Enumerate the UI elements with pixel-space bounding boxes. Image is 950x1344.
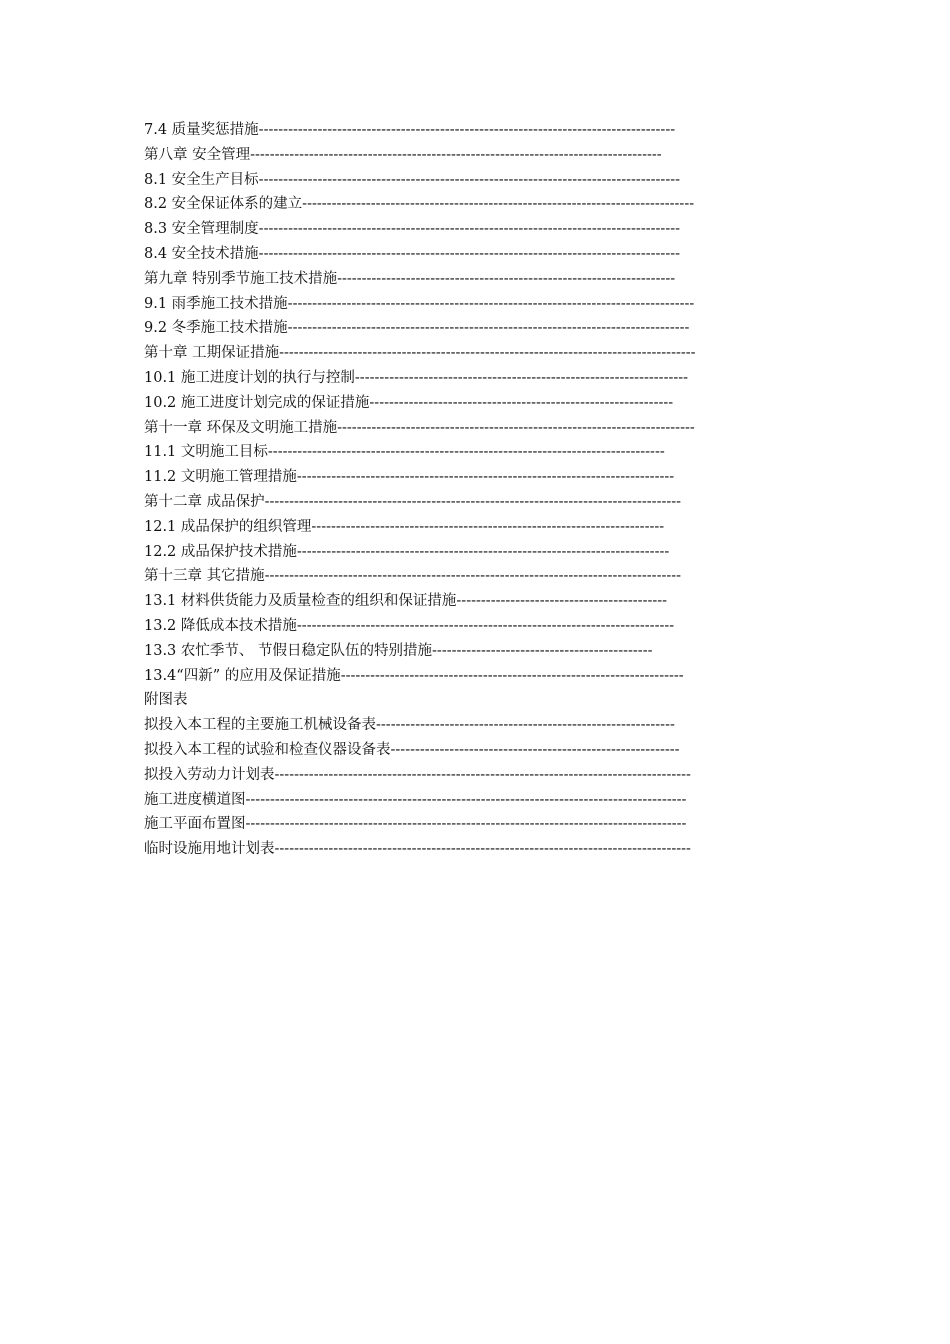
toc-line-7-4: [0, 118, 950, 143]
toc-leader-dashes: -------------------------------------------------------------------------------------: [274, 766, 691, 783]
toc-entry-title: 9.1 雨季施工技术措施: [144, 295, 288, 312]
toc-entry-title: 12.1 成品保护的组织管理: [144, 518, 312, 535]
toc-entry-title: 拟投入劳动力计划表: [144, 766, 275, 783]
toc-leader-dashes: --------------------------------------------------------------------------------------: [258, 221, 681, 238]
toc-line-appendix-labor: [0, 763, 950, 788]
toc-line-chapter-13: [0, 564, 950, 589]
toc-line-chapter-10: [0, 341, 950, 366]
toc-leader-dashes: ---------------------------------------------------------------------: [337, 270, 676, 287]
toc-entry-title: 附图表: [144, 692, 188, 709]
toc-line-13-4: [0, 664, 950, 689]
toc-entry-title: 11.2 文明施工管理措施: [144, 469, 297, 486]
toc-leader-dashes: --------------------------------------------------------------------: [354, 369, 689, 386]
toc-line-9-2: [0, 316, 950, 341]
toc-leader-dashes: -------------------------------------------------------------------------------------: [279, 345, 696, 362]
toc-line-11-1: [0, 440, 950, 465]
toc-leader-dashes: ------------------------------------------------------------------------------------------: [245, 816, 687, 833]
toc-entry-title: 临时设施用地计划表: [144, 841, 275, 858]
toc-line-9-1: [0, 292, 950, 317]
toc-entry-title: 施工平面布置图: [144, 816, 246, 833]
toc-leader-dashes: ----------------------------------------------------------------------------------: [287, 320, 690, 337]
toc-leader-dashes: -------------------------------------------------------------------------: [337, 419, 695, 436]
toc-leader-dashes: --------------------------------------------------------------------------------------: [258, 245, 681, 262]
toc-leader-dashes: -----------------------------------------------------------------------------------: [287, 295, 695, 312]
toc-line-8-4: [0, 242, 950, 267]
toc-leader-dashes: ----------------------------------------------------------------------------: [296, 543, 670, 560]
toc-entry-title: 8.1 安全生产目标: [144, 171, 259, 188]
toc-entry-title: 8.2 安全保证体系的建立: [144, 196, 303, 213]
toc-entry-title: 11.1 文明施工目标: [144, 444, 268, 461]
toc-leader-dashes: -------------------------------------------------------------------------------------: [274, 841, 691, 858]
toc-leader-dashes: ---------------------------------------------------------------------------------: [267, 444, 665, 461]
toc-leader-dashes: --------------------------------------------------------------: [369, 394, 674, 411]
toc-entry-title: 第八章 安全管理: [144, 146, 251, 163]
toc-line-8-1: [0, 168, 950, 193]
toc-line-chapter-8: [0, 143, 950, 168]
toc-line-12-2: [0, 540, 950, 565]
toc-entry-title: 13.1 材料供货能力及质量检查的组织和保证措施: [144, 593, 457, 610]
toc-entry-title: 施工进度横道图: [144, 791, 246, 808]
toc-line-8-3: [0, 217, 950, 242]
toc-line-chapter-9: [0, 267, 950, 292]
toc-entry-title: 第十一章 环保及文明施工措施: [144, 419, 338, 436]
toc-entry-title: 第十三章 其它措施: [144, 568, 265, 585]
toc-entry-title: 12.2 成品保护技术措施: [144, 543, 297, 560]
toc-leader-dashes: -------------------------------------------------------------------------------------: [264, 493, 682, 510]
toc-leader-dashes: ----------------------------------------------------------------------: [340, 667, 684, 684]
toc-line-13-3: [0, 639, 950, 664]
toc-line-13-1: [0, 589, 950, 614]
toc-line-appendix-gantt: [0, 788, 950, 813]
toc-entry-title: 第十章 工期保证措施: [144, 345, 280, 362]
toc-line-appendix-heading: [0, 688, 950, 713]
toc-line-11-2: [0, 465, 950, 490]
toc-leader-dashes: -----------------------------------------------------------: [390, 741, 680, 758]
toc-entry-title: 10.1 施工进度计划的执行与控制: [144, 369, 355, 386]
toc-leader-dashes: -------------------------------------------------------------: [376, 717, 675, 734]
toc-entry-title: 10.2 施工进度计划完成的保证措施: [144, 394, 370, 411]
toc-leader-dashes: -------------------------------------------: [456, 593, 668, 610]
toc-leader-dashes: -------------------------------------------------------------------------------------: [264, 568, 682, 585]
toc-entry-title: 第九章 特别季节施工技术措施: [144, 270, 338, 287]
toc-leader-dashes: ------------------------------------------------------------------------------------: [250, 146, 662, 163]
toc-line-chapter-11: [0, 416, 950, 441]
toc-leader-dashes: -----------------------------------------------------------------------------: [296, 469, 675, 486]
toc-entry-title: 13.4“四新” 的应用及保证措施: [144, 667, 341, 684]
toc-entry-title: 第十二章 成品保护: [144, 493, 265, 510]
toc-leader-dashes: ------------------------------------------------------------------------------------------: [245, 791, 687, 808]
toc-line-appendix-site-plan: [0, 812, 950, 837]
toc-leader-dashes: -------------------------------------------------------------------------------------: [258, 122, 676, 138]
toc-entry-title: 9.2 冬季施工技术措施: [144, 320, 288, 337]
toc-entry-title: 13.2 降低成本技术措施: [144, 617, 297, 634]
toc-leader-dashes: ---------------------------------------------: [432, 642, 653, 659]
toc-line-appendix-instruments: [0, 738, 950, 763]
toc-line-8-2: [0, 192, 950, 217]
table-of-contents: [0, 118, 950, 862]
toc-entry-title: 8.3 安全管理制度: [144, 221, 259, 238]
toc-leader-dashes: --------------------------------------------------------------------------------------: [258, 171, 681, 188]
toc-line-chapter-12: [0, 490, 950, 515]
toc-entry-title: 8.4 安全技术措施: [144, 245, 259, 262]
toc-entry-title: 拟投入本工程的主要施工机械设备表: [144, 717, 376, 734]
toc-entry-title: 拟投入本工程的试验和检查仪器设备表: [144, 741, 391, 758]
toc-leader-dashes: ------------------------------------------------------------------------: [311, 518, 665, 535]
toc-line-appendix-machinery: [0, 713, 950, 738]
toc-leader-dashes: -----------------------------------------------------------------------------: [296, 617, 675, 634]
toc-leader-dashes: --------------------------------------------------------------------------------: [302, 196, 695, 213]
toc-line-13-2: [0, 614, 950, 639]
toc-line-10-2: [0, 391, 950, 416]
toc-line-appendix-temporary-land: [0, 837, 950, 862]
toc-entry-title: 7.4 质量奖惩措施: [144, 122, 259, 138]
toc-entry-title: 13.3 农忙季节、 节假日稳定队伍的特别措施: [144, 642, 433, 659]
toc-line-12-1: [0, 515, 950, 540]
toc-line-10-1: [0, 366, 950, 391]
